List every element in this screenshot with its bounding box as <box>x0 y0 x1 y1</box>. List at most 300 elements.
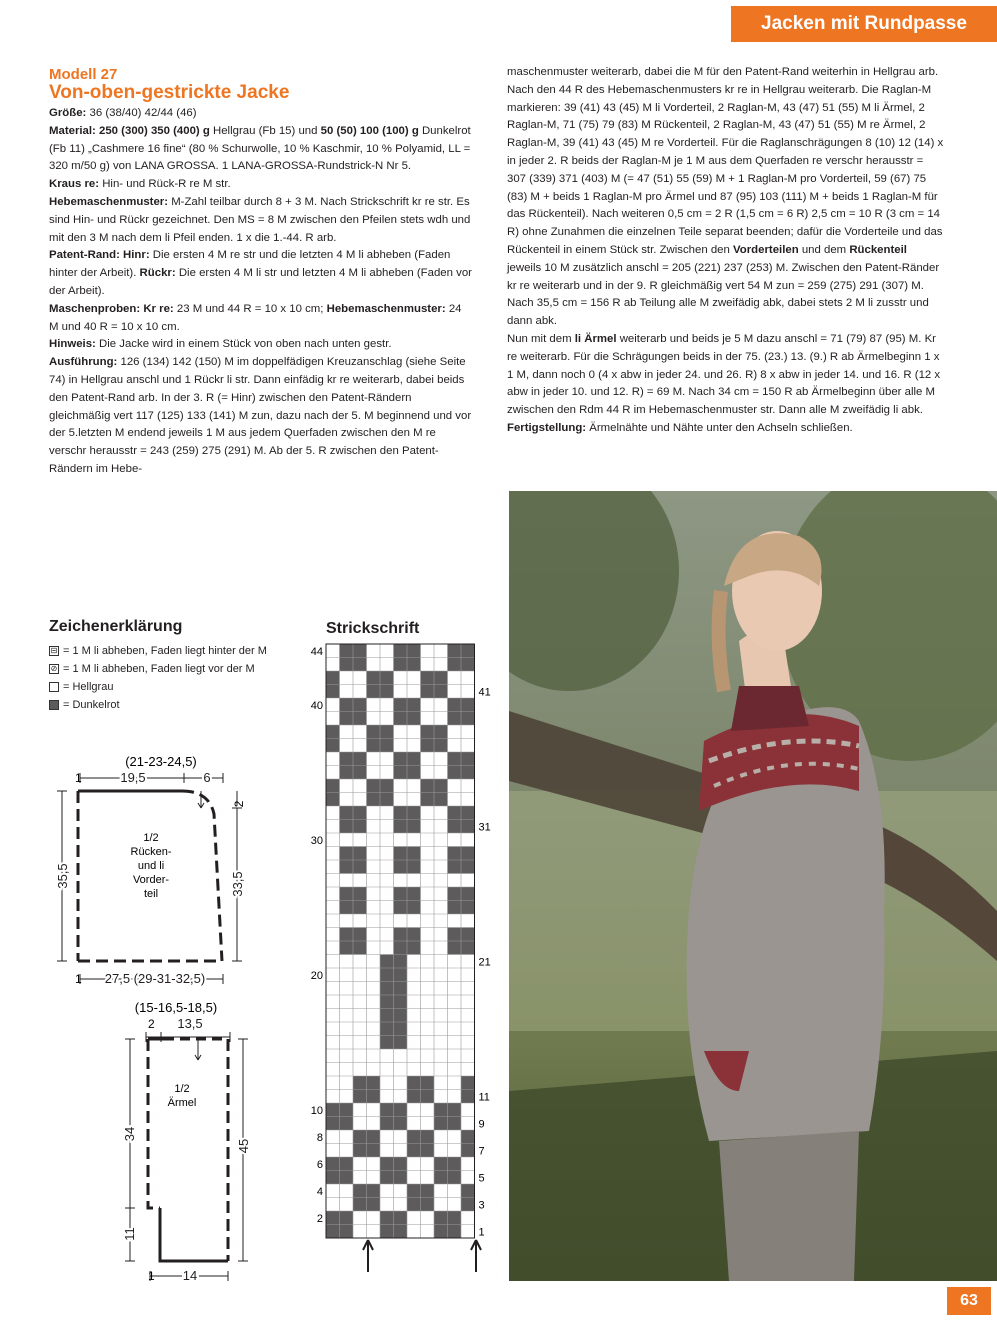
chart-cell <box>434 1063 448 1077</box>
chart-cell <box>461 1076 475 1090</box>
chart-cell <box>380 1063 394 1077</box>
chart-cell <box>407 806 421 820</box>
continuation-text-1: maschenmuster weiterarb, dabei die M für den Patent-Rand weiterhin in Hellgrau arb. Nach den 44 R des Hebemaschenmusters kr re in Hellgrau weiterarb. Die Raglan-M markieren: 39 (41) 43 (45) M li Vorderteil, 2 Raglan-M, 43 (47) 51 (55) M li Ärmel, 2 Raglan-M, 71 (75) 79 (83) M Rückenteil, 2 Raglan-M, 43 (47) 51 (55) M re Ärmel, 2 Raglan-M, 39 (41) 43 (45) M re Vorderteil. Für die Raglanschrägungen 8 (10) 12 (14) x in jeder 2. R beids der Raglan-M je 1 M aus dem Querfaden re verschr herausstr = 307 (339) 371 (403) M (= 47 (51) 55 (59) M + 1 Raglan-M pro Vorderteil, 59 (67) 75 (83) M + beids 1 Raglan-M pro Ärmel und 87 (95) 103 (111) M + beids 1 Raglan-M für das Rückenteil). Nach weiteren 0,5 cm = 2 R (1,5 cm = 6 R) 2,5 cm = 10 R (3 cm = 14 R) ohne Zunahmen die einzelnen Teile separat beenden; dafür die Vorderteile und das Rückenteil in einem Stück str. Zwischen den <box>507 66 944 256</box>
body-neck-depth: 2 <box>232 800 246 808</box>
chart-cell <box>448 941 462 955</box>
chart-cell <box>380 739 394 753</box>
chart-cell <box>394 833 408 847</box>
hinweis-paragraph <box>49 336 474 354</box>
chart-cell <box>394 1171 408 1185</box>
chart-cell <box>353 901 367 915</box>
chart-cell <box>394 1117 408 1131</box>
material-text-2: Dunkelrot (Fb 11) „Cashmere 16 fine“ (80 % Schurwolle, 10 % Kaschmir, 10 % Polyamid, LL = 320 m/50 g) von LANA GROSSA. 1 LANA-GROSSA-Rundstrick-N Nr 5. <box>49 124 471 173</box>
chart-cell <box>394 658 408 672</box>
chart-cell <box>407 928 421 942</box>
sleeve-top-margin: 2 <box>148 1017 155 1031</box>
chart-cell <box>421 941 435 955</box>
chart-cell <box>353 914 367 928</box>
chart-cell <box>461 644 475 658</box>
chart-cell <box>461 658 475 672</box>
chart-cell <box>340 860 354 874</box>
chart-cell <box>353 1184 367 1198</box>
chart-row-label: 6 <box>316 1158 323 1171</box>
chart-cell <box>380 982 394 996</box>
material-amount-1: 250 (300) 350 (400) g <box>99 124 210 137</box>
chart-cell <box>394 806 408 820</box>
chart-row-label: 7 <box>478 1145 485 1158</box>
chart-cell <box>380 806 394 820</box>
chart-cell <box>353 1022 367 1036</box>
chart-row-label: 5 <box>478 1172 485 1185</box>
chart-cell <box>326 644 340 658</box>
chart-cell <box>421 1103 435 1117</box>
chart-cell <box>367 901 381 915</box>
chart-cell <box>380 847 394 861</box>
chart-cell <box>353 833 367 847</box>
chart-cell <box>340 955 354 969</box>
chart-cell <box>380 874 394 888</box>
chart-cell <box>380 712 394 726</box>
chart-cell <box>421 1144 435 1158</box>
chart-cell <box>448 928 462 942</box>
chart-cell <box>380 698 394 712</box>
chart-cell <box>407 1036 421 1050</box>
chart-cell <box>367 1211 381 1225</box>
chart-cell <box>340 1211 354 1225</box>
chart-cell <box>407 1063 421 1077</box>
chart-cell <box>448 1144 462 1158</box>
size-text: 36 (38/40) 42/44 (46) <box>89 107 197 119</box>
patent-paragraph <box>49 247 474 300</box>
chart-cell <box>407 1211 421 1225</box>
chart-cell <box>340 806 354 820</box>
chart-cell <box>434 806 448 820</box>
legend-text: = 1 M li abheben, Faden liegt vor der M <box>63 663 255 675</box>
chart-cell <box>326 901 340 915</box>
chart-cell <box>461 1198 475 1212</box>
chart-cell <box>421 644 435 658</box>
chart-cell <box>380 887 394 901</box>
chart-cell <box>461 1090 475 1104</box>
chart-cell <box>448 820 462 834</box>
sleeve-text-2: weiterarb und beids je 5 M dazu anschl = 71 (79) 87 (95) M. Kr re weiterarb. Für die Schrägungen beids in der 75. (23.) 13. (9.) R ab Ärmelbeginn 1 x 1 M, dann noch 0 (4 x abw in jeder 24. und 26. R) 8 x abw in jeder 14. und 16. R (12 x abw in jeder 10. und 12. R) = 69 M. Nach 34 cm = 150 R ab Ärmelbeginn über alle M zwischen den Rdm 44 R im Hebemaschenmuster str. Dann alle M zweifädig li abk. <box>507 332 941 417</box>
chart-cell <box>421 685 435 699</box>
chart-cell <box>421 712 435 726</box>
chart-cell <box>434 887 448 901</box>
chart-cell <box>421 779 435 793</box>
chart-cell <box>434 698 448 712</box>
chart-cell <box>367 1103 381 1117</box>
chart-cell <box>380 671 394 685</box>
material-amount-2: 50 (50) 100 (100) g <box>320 124 419 137</box>
chart-cell <box>407 1117 421 1131</box>
chart-cell <box>326 820 340 834</box>
chart-cell <box>421 1063 435 1077</box>
sleeve-top-total: (15-16,5-18,5) <box>134 1000 218 1015</box>
chart-cell <box>407 712 421 726</box>
chart-cell <box>353 1144 367 1158</box>
chart-cell <box>421 1022 435 1036</box>
continuation-text-3: jeweils 10 M zusätzlich anschl = 205 (221) 237 (253) M. Zwischen den Patent-Ränder kr re weiterarb und in der 9. R gleichmäßig vert 54 M zun = 259 (275) 291 (307) M. Nach 35,5 cm = 156 R ab Teilung alle M zweifädig abk, dabei stets 2 M li zusstr und dann abk. <box>507 261 940 328</box>
chart-cell <box>353 1117 367 1131</box>
fertig-label: Fertigstellung: <box>507 421 587 434</box>
chart-cell <box>340 1157 354 1171</box>
chart-cell <box>421 860 435 874</box>
chart-cell <box>421 1130 435 1144</box>
chart-row-label: 10 <box>310 1104 323 1117</box>
chart-cell <box>461 779 475 793</box>
legend-item <box>49 642 299 660</box>
chart-cell <box>326 671 340 685</box>
chart-cell <box>461 995 475 1009</box>
chart-cell <box>434 968 448 982</box>
chart-cell <box>407 739 421 753</box>
chart-row-label: 31 <box>478 821 491 834</box>
chart-cell <box>461 874 475 888</box>
chart-cell <box>367 1157 381 1171</box>
chart-cell <box>326 1009 340 1023</box>
chart-cell <box>448 1036 462 1050</box>
chart-cell <box>407 779 421 793</box>
chart-cell <box>461 1225 475 1239</box>
chart-cell <box>340 820 354 834</box>
chart-cell <box>434 1117 448 1131</box>
chart-cell <box>326 1144 340 1158</box>
chart-cell <box>448 806 462 820</box>
dark-color-swatch-icon <box>49 700 59 710</box>
chart-cell <box>326 928 340 942</box>
text-column-right <box>507 64 944 438</box>
chart-cell <box>340 1171 354 1185</box>
chart-cell <box>380 1144 394 1158</box>
chart-cell <box>461 833 475 847</box>
chart-cell <box>367 1198 381 1212</box>
chart-cell <box>353 847 367 861</box>
ausfuehrung-text: 126 (134) 142 (150) M im doppelfädigen Kreuzanschlag (siehe Seite 74) in Hellgrau anschl und 1 Rückr li str. Dann einfädig kr re weiterarb, dabei beids den Patent-Rand arb. In der 3. R (= Hinr) zwischen den Patent-Rändern gleichmäßig vert 117 (125) 133 (141) M zun, dazu nach der 5. M beginnend und vor der 5.letzten M endend jeweils 1 M aus jedem Querfaden zwischen den M re verschr herausstr = 243 (259) 275 (291) M. Ab der 5. R zwischen den Patent-Rändern im Hebe- <box>49 356 472 475</box>
chart-row-label: 40 <box>310 699 323 712</box>
chart-cell <box>367 1009 381 1023</box>
chart-cell <box>353 1130 367 1144</box>
patent-text-1: Die ersten 4 M re str und die letzten 4 M li abheben (Faden hinter der Arbeit). <box>49 249 451 280</box>
chart-cell <box>326 955 340 969</box>
chart-right-row-labels <box>479 686 491 1238</box>
chart-cell <box>461 968 475 982</box>
chart-cell <box>380 1049 394 1063</box>
kraus-label: Kraus re: <box>49 178 100 191</box>
chart-cell <box>461 725 475 739</box>
body-label-line: Rücken- <box>130 846 172 858</box>
chart-cell <box>434 928 448 942</box>
legend-text: = Dunkelrot <box>63 699 120 711</box>
chart-cell <box>326 1171 340 1185</box>
chart-cell <box>434 712 448 726</box>
chart-cell <box>367 712 381 726</box>
chart-cell <box>353 779 367 793</box>
kraus-paragraph <box>49 176 474 194</box>
chart-cell <box>326 1211 340 1225</box>
chart-cell <box>461 1211 475 1225</box>
chart-cell <box>448 1076 462 1090</box>
chart-cell <box>340 1076 354 1090</box>
chart-cell <box>407 833 421 847</box>
chart-cell <box>340 1063 354 1077</box>
chart-cell <box>448 847 462 861</box>
chart-cell <box>434 833 448 847</box>
article-title: Von-oben-gestrickte Jacke <box>49 82 290 103</box>
chart-cell <box>380 766 394 780</box>
chart-row-label: 20 <box>310 969 323 982</box>
chart-row-label: 44 <box>310 645 323 658</box>
chart-cell <box>434 766 448 780</box>
chart-cell <box>367 658 381 672</box>
chart-cell <box>448 982 462 996</box>
chart-cell <box>367 1130 381 1144</box>
body-top-width: 19,5 <box>120 770 146 785</box>
sleeve-right-height: 45 <box>236 1138 251 1154</box>
chart-cell <box>353 1036 367 1050</box>
chart-cell <box>394 860 408 874</box>
chart-cell <box>461 1063 475 1077</box>
chart-cell <box>434 1198 448 1212</box>
repeat-arrow-right-icon <box>363 1240 373 1272</box>
chart-cell <box>380 941 394 955</box>
chart-cell <box>340 766 354 780</box>
chart-cell <box>448 1225 462 1239</box>
chart-cell <box>448 766 462 780</box>
chart-cell <box>434 1036 448 1050</box>
legend-title: Zeichenerklärung <box>49 618 183 635</box>
size-label: Größe: <box>49 107 87 119</box>
chart-cell <box>380 860 394 874</box>
chart-cell <box>461 928 475 942</box>
chart-cell <box>340 874 354 888</box>
chart-cell <box>421 968 435 982</box>
chart-cell <box>434 1171 448 1185</box>
chart-cell <box>326 725 340 739</box>
chart-cell <box>461 1184 475 1198</box>
chart-cell <box>340 685 354 699</box>
chart-cell <box>434 1225 448 1239</box>
chart-cell <box>340 1036 354 1050</box>
chart-cell <box>340 1198 354 1212</box>
chart-cell <box>380 1171 394 1185</box>
chart-cell <box>353 820 367 834</box>
chart-cell <box>367 847 381 861</box>
chart-cell <box>407 725 421 739</box>
chart-cell <box>353 968 367 982</box>
chart-cell <box>461 1117 475 1131</box>
chart-cell <box>421 1211 435 1225</box>
chart-cell <box>367 1076 381 1090</box>
chart-cell <box>394 874 408 888</box>
hebe-paragraph <box>49 194 474 247</box>
chart-cell <box>353 1211 367 1225</box>
chart-cell <box>421 955 435 969</box>
maschenproben-kr-label: Kr re: <box>143 302 174 315</box>
chart-cell <box>448 1211 462 1225</box>
chart-cell <box>421 982 435 996</box>
body-top-tick: 1 <box>75 771 82 785</box>
chart-cell <box>434 1144 448 1158</box>
legend-item <box>49 678 299 696</box>
continuation-paragraph <box>507 64 944 331</box>
chart-cell <box>367 928 381 942</box>
chart-cell <box>407 968 421 982</box>
chart-cell <box>434 941 448 955</box>
chart-cell <box>380 1157 394 1171</box>
chart-cell <box>434 1090 448 1104</box>
chart-cell <box>448 955 462 969</box>
chart-cell <box>353 1225 367 1239</box>
fertig-paragraph <box>507 420 944 438</box>
chart-cell <box>367 806 381 820</box>
chart-cell <box>367 914 381 928</box>
sleeve-schematic <box>110 996 270 1284</box>
chart-cell <box>340 982 354 996</box>
chart-cell <box>421 928 435 942</box>
chart-cell <box>421 658 435 672</box>
chart-cell <box>421 901 435 915</box>
sleeve-bottom-width: 14 <box>182 1268 198 1283</box>
chart-cell <box>394 739 408 753</box>
chart-cell <box>326 806 340 820</box>
chart-cell <box>380 793 394 807</box>
chart-cell <box>353 1063 367 1077</box>
chart-cell <box>394 1090 408 1104</box>
chart-cell <box>407 847 421 861</box>
chart-cell <box>421 833 435 847</box>
chart-cell <box>353 739 367 753</box>
knitting-chart <box>304 640 500 1280</box>
chart-cell <box>340 698 354 712</box>
chart-cell <box>353 793 367 807</box>
hebe-label: Hebemaschenmuster: <box>49 195 169 208</box>
chart-cell <box>353 712 367 726</box>
chart-cell <box>448 1198 462 1212</box>
chart-cell <box>340 1117 354 1131</box>
chart-cell <box>434 901 448 915</box>
chart-cell <box>407 658 421 672</box>
chart-cell <box>434 685 448 699</box>
chart-cell <box>340 968 354 982</box>
chart-cell <box>326 887 340 901</box>
chart-cell <box>353 928 367 942</box>
chart-cell <box>340 833 354 847</box>
chart-cell <box>407 752 421 766</box>
chart-cell <box>394 1036 408 1050</box>
chart-cell <box>394 914 408 928</box>
chart-cell <box>434 874 448 888</box>
chart-cell <box>367 766 381 780</box>
chart-cell <box>461 914 475 928</box>
chart-cell <box>461 1009 475 1023</box>
chart-cell <box>407 1198 421 1212</box>
chart-cell <box>394 712 408 726</box>
chart-cell <box>367 1036 381 1050</box>
chart-cell <box>380 1103 394 1117</box>
chart-cell <box>380 955 394 969</box>
chart-cell <box>448 1157 462 1171</box>
chart-cell <box>461 860 475 874</box>
chart-cell <box>461 712 475 726</box>
chart-cell <box>421 725 435 739</box>
chart-cell <box>394 725 408 739</box>
chart-cell <box>353 1171 367 1185</box>
chart-cell <box>407 644 421 658</box>
slip-front-symbol-icon: ⊘ <box>50 664 58 673</box>
chart-cell <box>326 712 340 726</box>
chart-cell <box>448 874 462 888</box>
chart-cell <box>367 833 381 847</box>
chart-cell <box>448 887 462 901</box>
chart-cell <box>326 1157 340 1171</box>
chart-cell <box>326 874 340 888</box>
chart-cell <box>353 1157 367 1171</box>
chart-cell <box>448 752 462 766</box>
body-bottom-tick: 1 <box>75 972 82 986</box>
chart-cell <box>367 874 381 888</box>
chart-cell <box>394 1198 408 1212</box>
model-photo <box>509 491 997 1281</box>
chart-cell <box>421 1076 435 1090</box>
chart-cell <box>394 1103 408 1117</box>
chart-cell <box>421 793 435 807</box>
maschenproben-label: Maschenproben: <box>49 302 141 315</box>
chart-cell <box>448 658 462 672</box>
chart-cell <box>461 766 475 780</box>
chart-cell <box>461 739 475 753</box>
chart-left-row-labels <box>311 646 323 1225</box>
chart-cell <box>353 874 367 888</box>
chart-cell <box>448 995 462 1009</box>
chart-cell <box>353 1198 367 1212</box>
chart-cell <box>421 1036 435 1050</box>
continuation-bold-2: Rückenteil <box>849 243 907 256</box>
chart-cell <box>394 820 408 834</box>
chart-row-label: 3 <box>478 1199 485 1212</box>
chart-cell <box>421 914 435 928</box>
chart-cell <box>434 1184 448 1198</box>
chart-cell <box>407 1076 421 1090</box>
chart-cell <box>407 914 421 928</box>
chart-cell <box>407 1144 421 1158</box>
chart-cell <box>407 887 421 901</box>
chart-cell <box>380 901 394 915</box>
chart-cell <box>326 793 340 807</box>
chart-cell <box>407 860 421 874</box>
light-color-swatch-icon <box>49 682 59 692</box>
chart-cell <box>353 1049 367 1063</box>
hinweis-label: Hinweis: <box>49 338 96 351</box>
body-schematic <box>49 748 289 996</box>
sleeve-left-lower: 11 <box>122 1227 137 1241</box>
chart-cell <box>340 928 354 942</box>
chart-cell <box>421 752 435 766</box>
chart-cell <box>367 1184 381 1198</box>
chart-cell <box>394 685 408 699</box>
sleeve-left-upper: 34 <box>122 1126 137 1142</box>
chart-cell <box>421 806 435 820</box>
chart-cell <box>367 698 381 712</box>
patent-text-2: Die ersten 4 M li str und letzten 4 M li abheben (Faden vor der Arbeit). <box>49 267 472 297</box>
chart-cell <box>340 712 354 726</box>
chart-cell <box>326 1036 340 1050</box>
chart-cell <box>326 779 340 793</box>
chart-cell <box>421 1090 435 1104</box>
chart-cell <box>421 820 435 834</box>
chart-cell <box>434 1022 448 1036</box>
chart-cell <box>461 820 475 834</box>
